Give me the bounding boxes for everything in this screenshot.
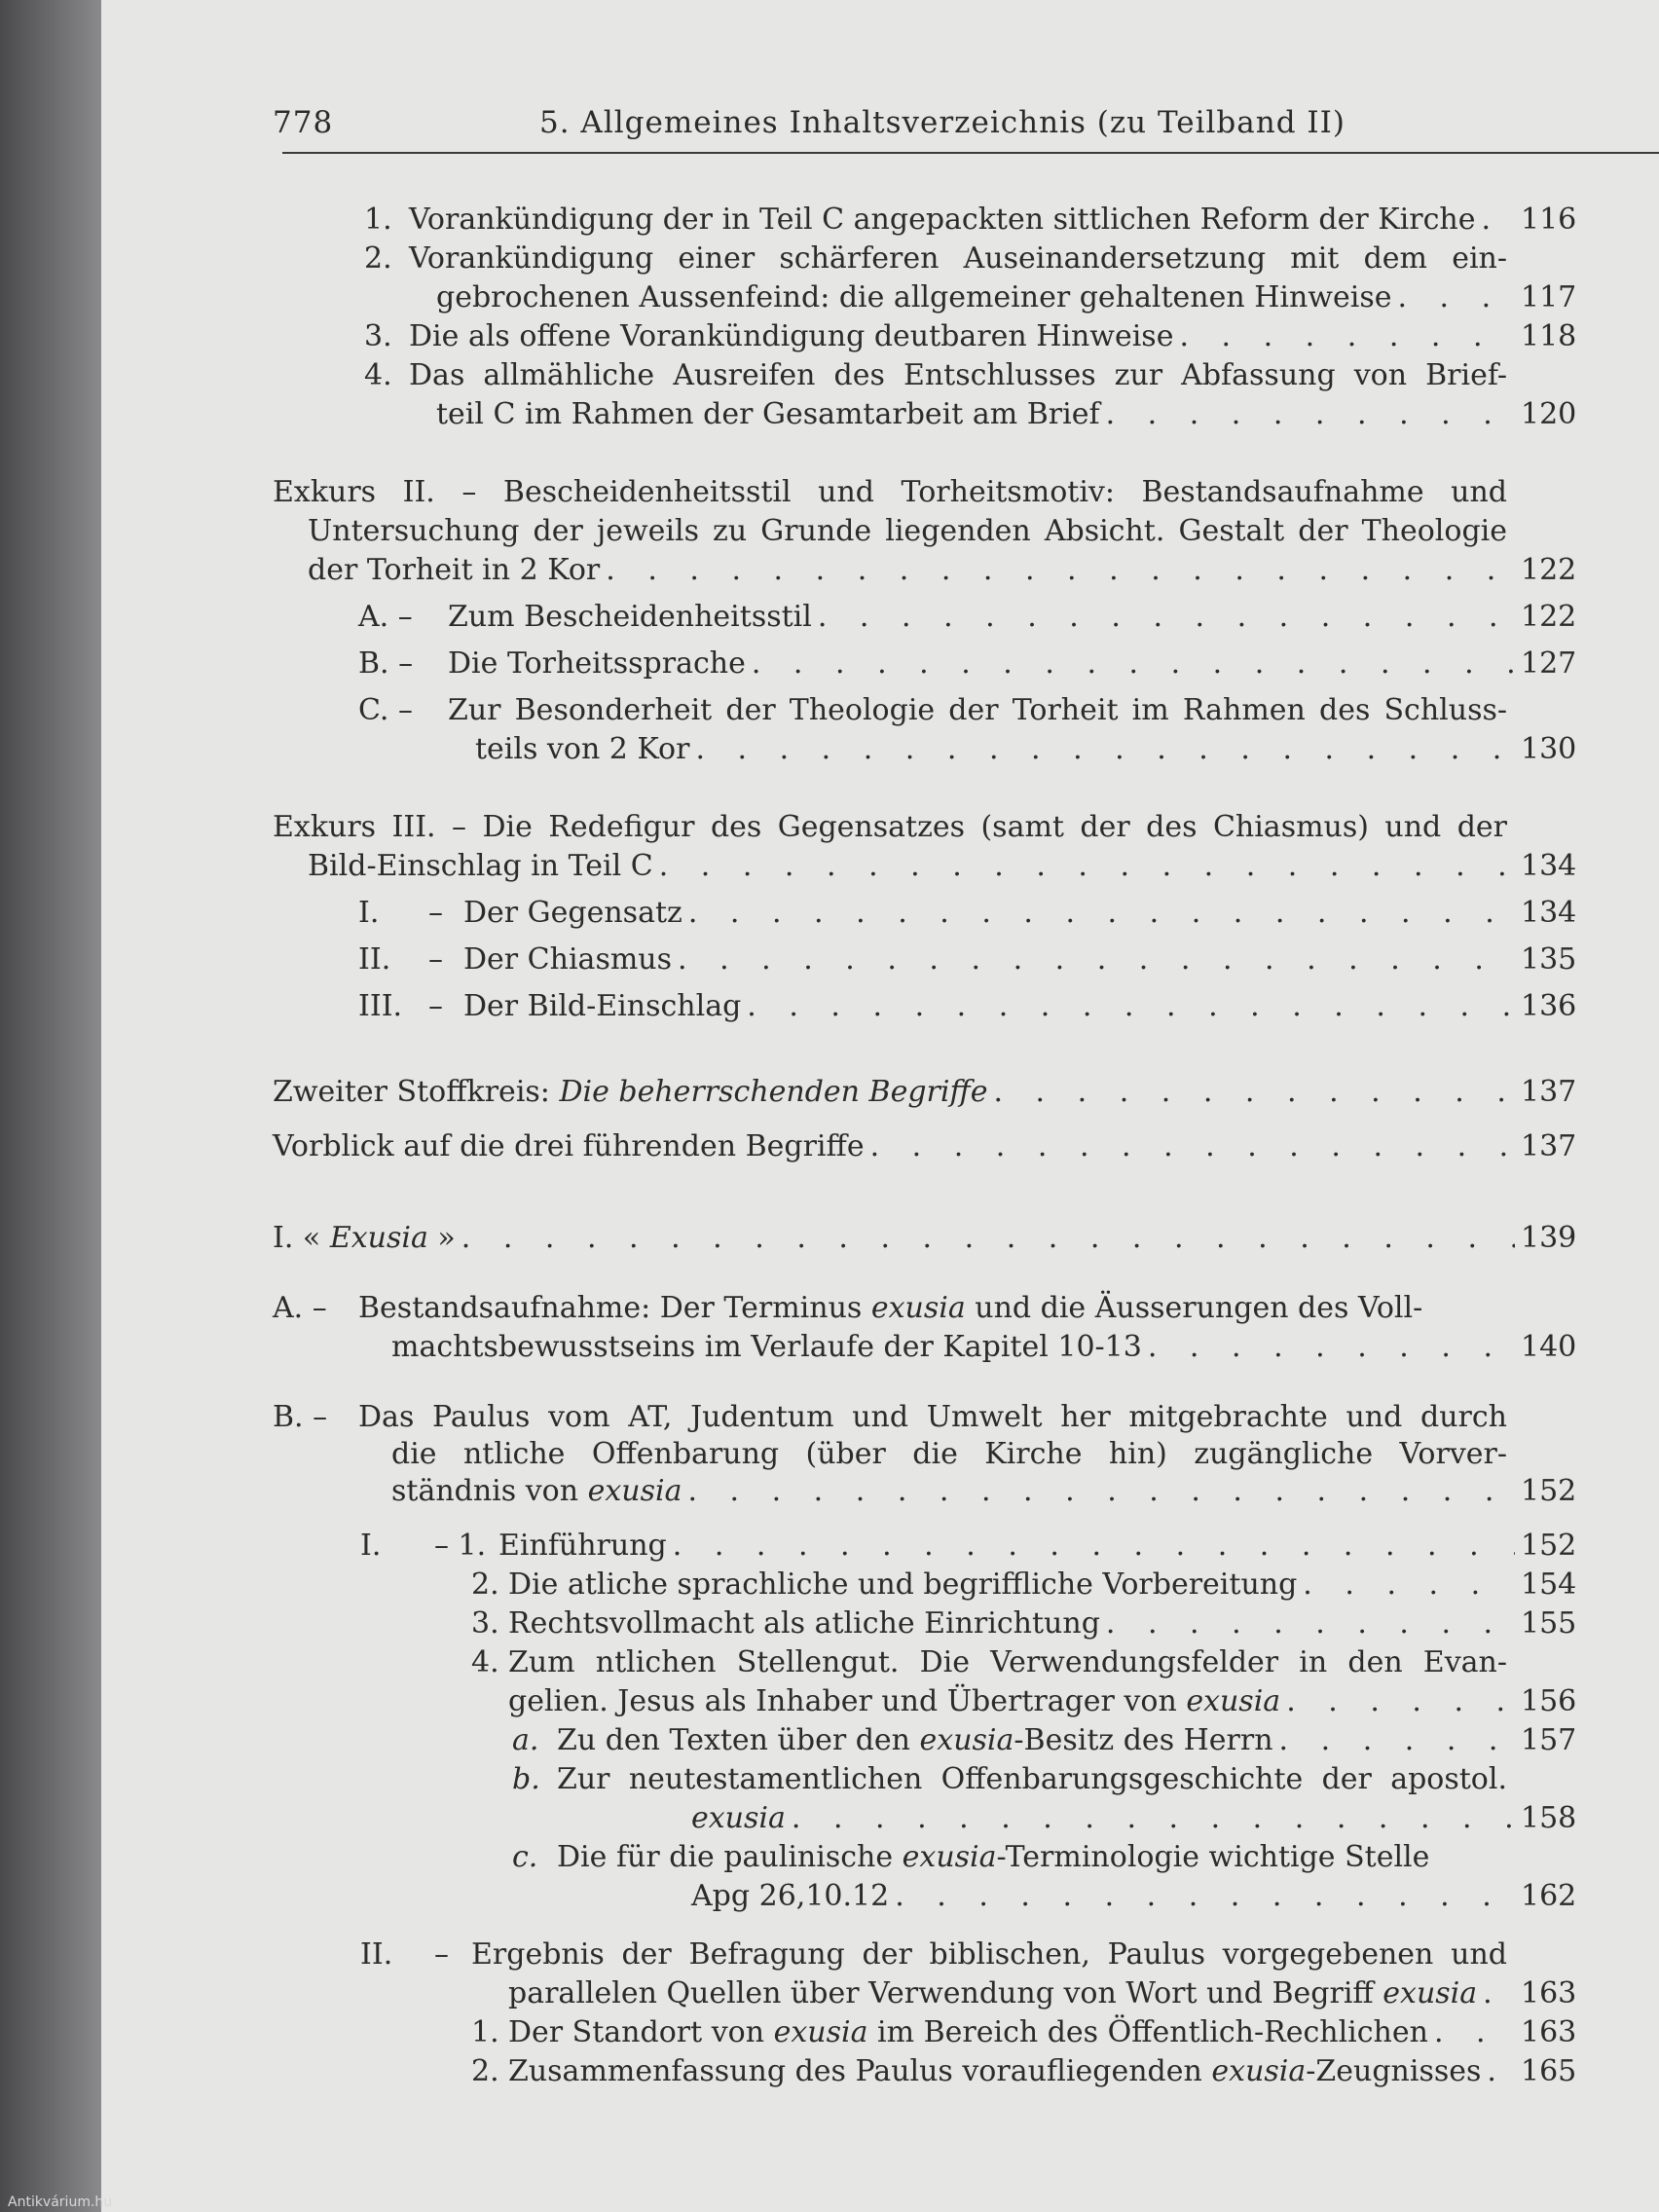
toc-entry: C. – Zur Besonderheit der Theologie der Torheit im Rahmen des Schluss- [358,693,1507,727]
leader-dots [695,732,1515,766]
toc-entry: a. Zu den Texten über den exusia -Besitz des Herrn . . . 157 [512,1723,1575,1762]
toc-entry: 4. Zum ntlichen Stellengut. Die Verwendungsfelder in den Evan- [471,1645,1507,1679]
toc-page: 120 [1521,397,1577,431]
toc-page: 136 [1521,989,1577,1023]
leader-dots [747,989,1515,1023]
toc-page: 137 [1521,1129,1577,1163]
leader-dots [870,1129,1515,1163]
toc-page: 156 [1521,1684,1577,1718]
toc-entry: B. – Das Paulus vom AT, Judentum und Umwelt her mitgebrachte und durch [273,1400,1507,1434]
header-rule [282,152,1659,154]
toc-entry: 2. Zusammenfassung des Paulus voraufliegenden exusia -Zeugnisses . . . 165 [471,2054,1575,2093]
toc-heading: I. « Exusia » . . . 139 [273,1221,1575,1260]
leader-dots [1397,280,1515,314]
leader-dots [659,849,1515,883]
toc-entry: c. Die für die paulinische exusia -Terminologie wichtige Stelle [512,1840,1430,1874]
toc-entry: 3. Die als offene Vorankündigung deutbaren Hinweise . . . 118 [364,319,1575,358]
toc-entry-continuation: machtsbewusstseins im Verlaufe der Kapitel 10-13 . . . 140 [391,1330,1575,1369]
toc-entry-continuation: Apg 26,10.12 . . . 162 [691,1879,1575,1918]
leader-dots [688,896,1515,930]
toc-page: 127 [1521,646,1577,681]
toc-entry-continuation: parallelen Quellen über Verwendung von Wort und Begriff exusia . . . 163 [508,1976,1575,2015]
toc-heading-continuation: Bild-Einschlag in Teil C . . . 134 [308,849,1575,888]
leader-dots [673,1529,1515,1563]
leader-dots [1106,1606,1515,1641]
leader-dots [678,942,1515,977]
toc-page: 154 [1521,1567,1577,1602]
toc-page: 122 [1521,600,1577,634]
toc-heading: Zweiter Stoffkreis: Die beherrschenden Begriffe . . . 137 [273,1075,1575,1114]
toc-page: 134 [1521,896,1577,930]
toc-entry: 4. Das allmähliche Ausreifen des Entschlusses zur Abfassung von Brief- [364,358,1507,392]
leader-dots [1434,2015,1515,2049]
toc-entry-continuation: teil C im Rahmen der Gesamtarbeit am Brief . . . 120 [436,397,1575,436]
toc-entry-continuation: die ntliche Offenbarung (über die Kirche hin) zugängliche Vorver- [391,1437,1507,1471]
toc-entry: B. – Die Torheitssprache . . . 127 [358,646,1575,685]
toc-entry: 2. Die atliche sprachliche und begriffliche Vorbereitung . . . 154 [471,1567,1575,1606]
toc-page: 130 [1521,732,1577,766]
leader-dots [1106,397,1515,431]
leader-dots [1483,1976,1515,2010]
leader-dots [752,646,1515,681]
toc-entry-continuation: teils von 2 Kor . . . 130 [475,732,1575,771]
leader-dots [1179,319,1515,353]
toc-entry: II. – Der Chiasmus . . . 135 [358,942,1575,981]
book-spine-shadow [0,0,101,2212]
leader-dots [1487,2054,1515,2088]
toc-entry: III. – Der Bild-Einschlag . . . 136 [358,989,1575,1028]
leader-dots [993,1075,1515,1109]
toc-heading: Exkurs II. – Bescheidenheitsstil und Torheitsmotiv: Bestandsaufnahme und [273,475,1507,509]
toc-entry: I. – Der Gegensatz . . . 134 [358,896,1575,935]
toc-entry: I. – 1. Einführung . . . 152 [360,1529,1575,1567]
leader-dots [687,1474,1515,1508]
leader-dots [818,600,1515,634]
toc-entry: 1. Vorankündigung der in Teil C angepackten sittlichen Reform der Kirche . . . 116 [364,203,1575,241]
toc-entry-continuation: gebrochenen Aussenfeind: die allgemeiner gehaltenen Hinweise . . . 117 [436,280,1575,319]
toc-page: 118 [1521,319,1577,353]
toc-entry-continuation: ständnis von exusia . . . 152 [391,1474,1575,1513]
leader-dots [606,553,1515,587]
toc-page: 137 [1521,1075,1577,1109]
page-number: 778 [273,105,334,140]
toc-page: 152 [1521,1474,1577,1508]
leader-dots [1286,1684,1515,1718]
toc-heading-continuation: Untersuchung der jeweils zu Grunde liegenden Absicht. Gestalt der Theologie [308,514,1507,548]
toc-page: 135 [1521,942,1577,977]
toc-entry: A. – Bestandsaufnahme: Der Terminus exusia und die Äusserungen des Voll- [273,1291,1423,1325]
toc-page: 122 [1521,553,1577,587]
leader-dots [895,1879,1515,1913]
running-title: 5. Allgemeines Inhaltsverzeichnis (zu Teilband II) [539,105,1346,140]
leader-dots [1148,1330,1515,1364]
toc-entry: b. Zur neutestamentlichen Offenbarungsgeschichte der apostol. [512,1762,1507,1796]
toc-page: 162 [1521,1879,1577,1913]
toc-page: 140 [1521,1330,1577,1364]
leader-dots [1481,203,1515,237]
toc-page: 157 [1521,1723,1577,1757]
toc-page: 163 [1521,1976,1577,2010]
toc-entry: 3. Rechtsvollmacht als atliche Einrichtung . . . 155 [471,1606,1575,1645]
toc-entry: II. – Ergebnis der Befragung der biblischen, Paulus vorgegebenen und [360,1937,1507,1972]
toc-heading: Exkurs III. – Die Redefigur des Gegensatzes (samt der des Chiasmus) und der [273,810,1507,844]
toc-page: 158 [1521,1801,1577,1835]
toc-entry: 1. Der Standort von exusia im Bereich des Öffentlich-Rechlichen . . . 163 [471,2015,1575,2054]
toc-page: 165 [1521,2054,1577,2088]
toc-page: 163 [1521,2015,1577,2049]
toc-entry: A. – Zum Bescheidenheitsstil . . . 122 [358,600,1575,639]
leader-dots [1279,1723,1515,1757]
toc-page: 139 [1521,1221,1577,1255]
toc-entry: 2. Vorankündigung einer schärferen Auseinandersetzung mit dem ein- [364,241,1507,276]
leader-dots [792,1801,1515,1835]
toc-page: 152 [1521,1529,1577,1563]
book-page [101,0,1659,2212]
toc-page: 155 [1521,1606,1577,1641]
toc-page: 116 [1521,203,1577,237]
toc-heading-continuation: der Torheit in 2 Kor . . . 122 [308,553,1575,592]
toc-entry-continuation: exusia . . . 158 [691,1801,1575,1840]
leader-dots [461,1221,1515,1255]
toc-page: 134 [1521,849,1577,883]
watermark: Antikvárium.hu [8,2194,113,2210]
toc-page: 117 [1521,280,1577,314]
toc-entry-continuation: gelien. Jesus als Inhaber und Übertrager von exusia . . . 156 [508,1684,1575,1723]
toc-heading: Vorblick auf die drei führenden Begriffe . . . 137 [273,1129,1575,1168]
leader-dots [1303,1567,1515,1602]
